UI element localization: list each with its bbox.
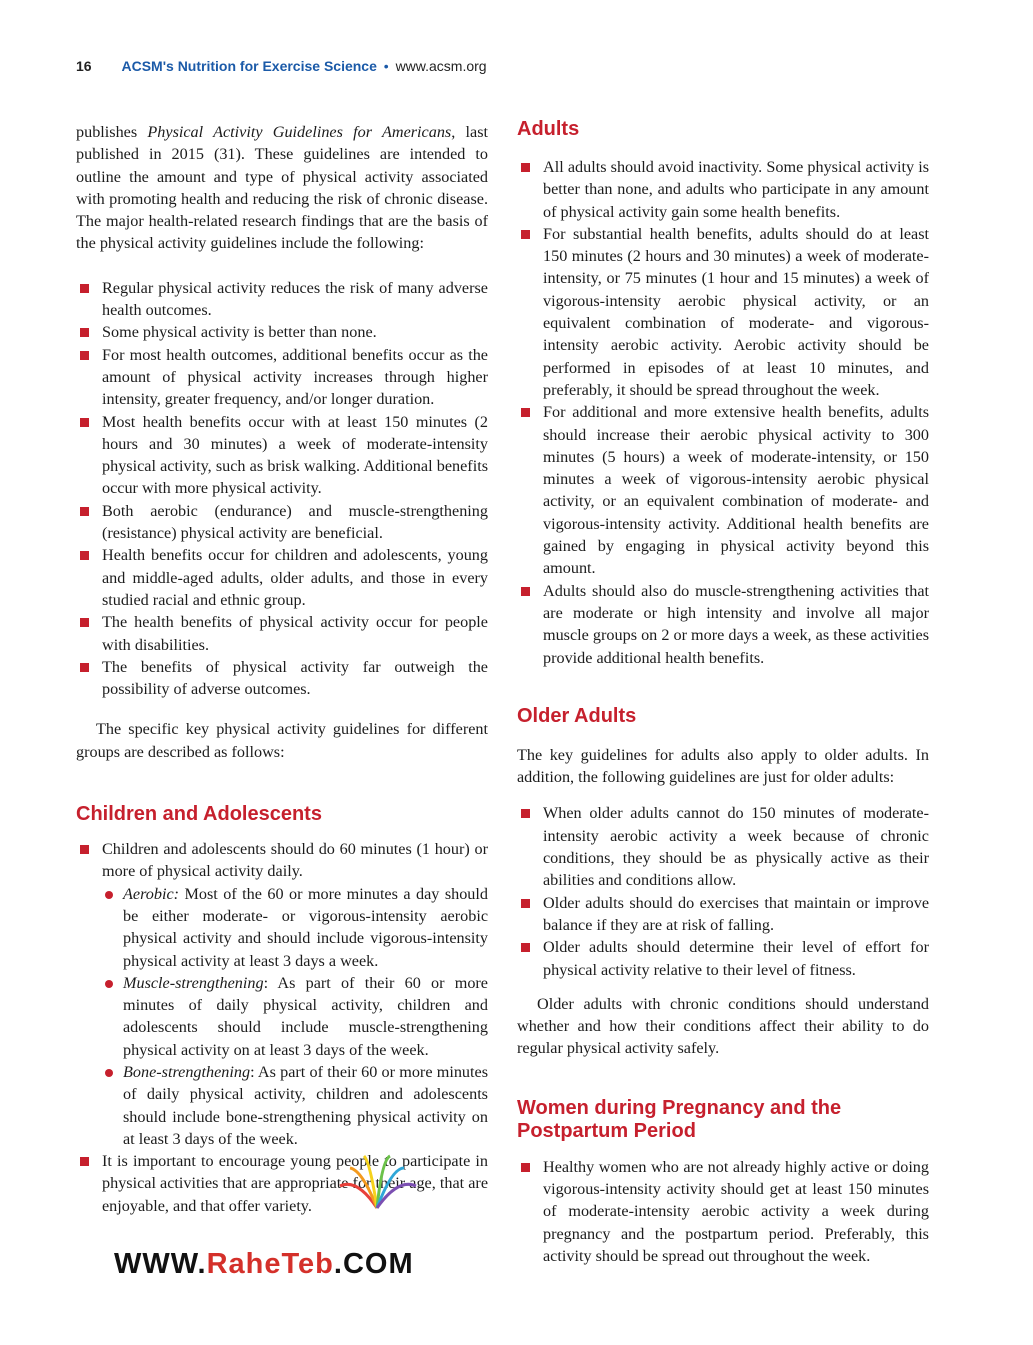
guidelines-title: Physical Activity Guidelines for Americans — [147, 123, 452, 141]
sublist-item: Bone-strengthening: As part of their 60 or more minutes of daily physical activity, children and adolescents should include bone-strengthening physical activity on at least 3 days of the week. — [102, 1061, 488, 1150]
list-item: Regular physical activity reduces the risk of many adverse health outcomes. — [76, 277, 488, 322]
list-item: It is important to encourage young people to participate in physical activities that are appropriate for their age, that are enjoyable, and that offer variety. — [76, 1150, 488, 1217]
list-item: For additional and more extensive health benefits, adults should increase their aerobic physical activity to 300 minutes (5 hours) a week of moderate-intensity, or 150 minutes a week of vigorous-intensity aerobic physical activity, or an equivalent combination of moderate- and vigorous-intensity activity. Additional health benefits are gained by engaging in physical activity beyond this amount. — [517, 401, 929, 579]
list-item: Adults should also do muscle-strengthening activities that are moderate or high intensity and involve all major muscle groups on 2 or more days a week, as these activities provide additional health benefits. — [517, 580, 929, 669]
intro-paragraph: publishes Physical Activity Guidelines for Americans, last published in 2015 (31). These guidelines are intended to outline the amount and type of physical activity associated with promoting health and reducing the risk of chronic disease. The major health-related research findings that are the basis of the physical activity guidelines include the following: — [76, 123, 489, 253]
older-closing: Older adults with chronic conditions should understand whether and how their conditions affect their ability to do regular physical activity safely. — [517, 994, 929, 1058]
list-item: When older adults cannot do 150 minutes of moderate-intensity aerobic activity a week because of chronic conditions, they should be as physically active as their abilities and conditions allow. — [517, 802, 929, 891]
older-adults-heading: Older Adults — [517, 704, 637, 727]
list-item: The benefits of physical activity far outweigh the possibility of adverse outcomes. — [76, 656, 488, 701]
list-item: The health benefits of physical activity occur for people with disabilities. — [76, 611, 488, 656]
list-item: Children and adolescents should do 60 minutes (1 hour) or more of physical activity daily. Aerobic: Most of the 60 or more minutes a day should be either moderate- or vigorous-intensity aerobic physical activity and should include vigorous-intensity physical activity at least 3 days a week. Muscle-strengthening: As part of their 60 or more minutes of daily physical activity, children and adolescents should include muscle-strengthening physical activity on at least 3 days of the week. Bone-strengthening: As part of their 60 or more minutes of daily physical activity, children and adolescents should include bone-strengthening physical activity on at least 3 days of the week. — [76, 838, 488, 1150]
list-item: Healthy women who are not already highly active or doing vigorous-intensity activity should get at least 150 minutes of moderate-intensity aerobic activity a week during pregnancy and the postpartum period. Preferably, this activity should be spread out throughout the week. — [517, 1156, 929, 1267]
pregnancy-heading: Women during Pregnancy and the Postpartum Period — [517, 1096, 842, 1142]
page-number: 16 — [76, 58, 92, 74]
findings-list — [76, 277, 488, 701]
running-header — [76, 58, 487, 74]
list-item: For substantial health benefits, adults should do at least 150 minutes (2 hours and 30 minutes) a week of moderate-intensity, or 75 minutes (1 hour and 15 minutes) a week of vigorous-intensity aerobic physical activity, or an equivalent combination of moderate- and vigorous-intensity aerobic activity. Aerobic activity should be performed in episodes of at least 10 minutes, and preferably, it should be spread throughout the week. — [517, 223, 929, 401]
list-item: Both aerobic (endurance) and muscle-strengthening (resistance) physical activity are beneficial. — [76, 500, 488, 545]
left-column — [76, 121, 488, 1217]
list-item: Older adults should do exercises that maintain or improve balance if they are at risk of falling. — [517, 892, 929, 937]
right-column — [517, 118, 929, 1267]
list-item: For most health outcomes, additional benefits occur as the amount of physical activity increases through higher intensity, greater frequency, and/or longer duration. — [76, 344, 488, 411]
sublist-item: Muscle-strengthening: As part of their 60 or more minutes of daily physical activity, children and adolescents should include muscle-strengthening physical activity on at least 3 days of the week. — [102, 972, 488, 1061]
children-sublist — [102, 883, 488, 1151]
list-item: Older adults should determine their level of effort for physical activity relative to their level of fitness. — [517, 936, 929, 981]
list-item: Health benefits occur for children and adolescents, young and middle-aged adults, older adults, and those in every studied racial and ethnic group. — [76, 544, 488, 611]
sublist-item: Aerobic: Most of the 60 or more minutes a day should be either moderate- or vigorous-intensity aerobic physical activity and should include vigorous-intensity physical activity at least 3 days a week. — [102, 883, 488, 972]
book-logo-icon — [332, 1148, 422, 1218]
list-item: Some physical activity is better than none. — [76, 321, 488, 343]
list-item: Most health benefits occur with at least 150 minutes (2 hours and 30 minutes) a week of moderate-intensity physical activity, such as brisk walking. Additional benefits occur with more physical activity. — [76, 411, 488, 500]
groups-intro: The specific key physical activity guidelines for different groups are described as follows: — [76, 720, 488, 761]
book-title: ACSM's Nutrition for Exercise Science — [121, 58, 377, 74]
older-list — [517, 802, 929, 980]
watermark: WWW.RaheTeb.COM — [114, 1248, 414, 1280]
older-intro: The key guidelines for adults also apply to older adults. In addition, the following guidelines are just for older adults: — [517, 745, 929, 787]
list-item: All adults should avoid inactivity. Some physical activity is better than none, and adults who participate in any amount of physical activity gain some health benefits. — [517, 156, 929, 223]
header-separator: • — [383, 58, 389, 74]
children-list — [76, 838, 488, 1217]
adults-heading: Adults — [517, 118, 580, 140]
pregnancy-list — [517, 1156, 929, 1267]
children-heading: Children and Adolescents — [76, 803, 322, 826]
header-url: www.acsm.org — [395, 58, 487, 74]
adults-list — [517, 156, 929, 669]
